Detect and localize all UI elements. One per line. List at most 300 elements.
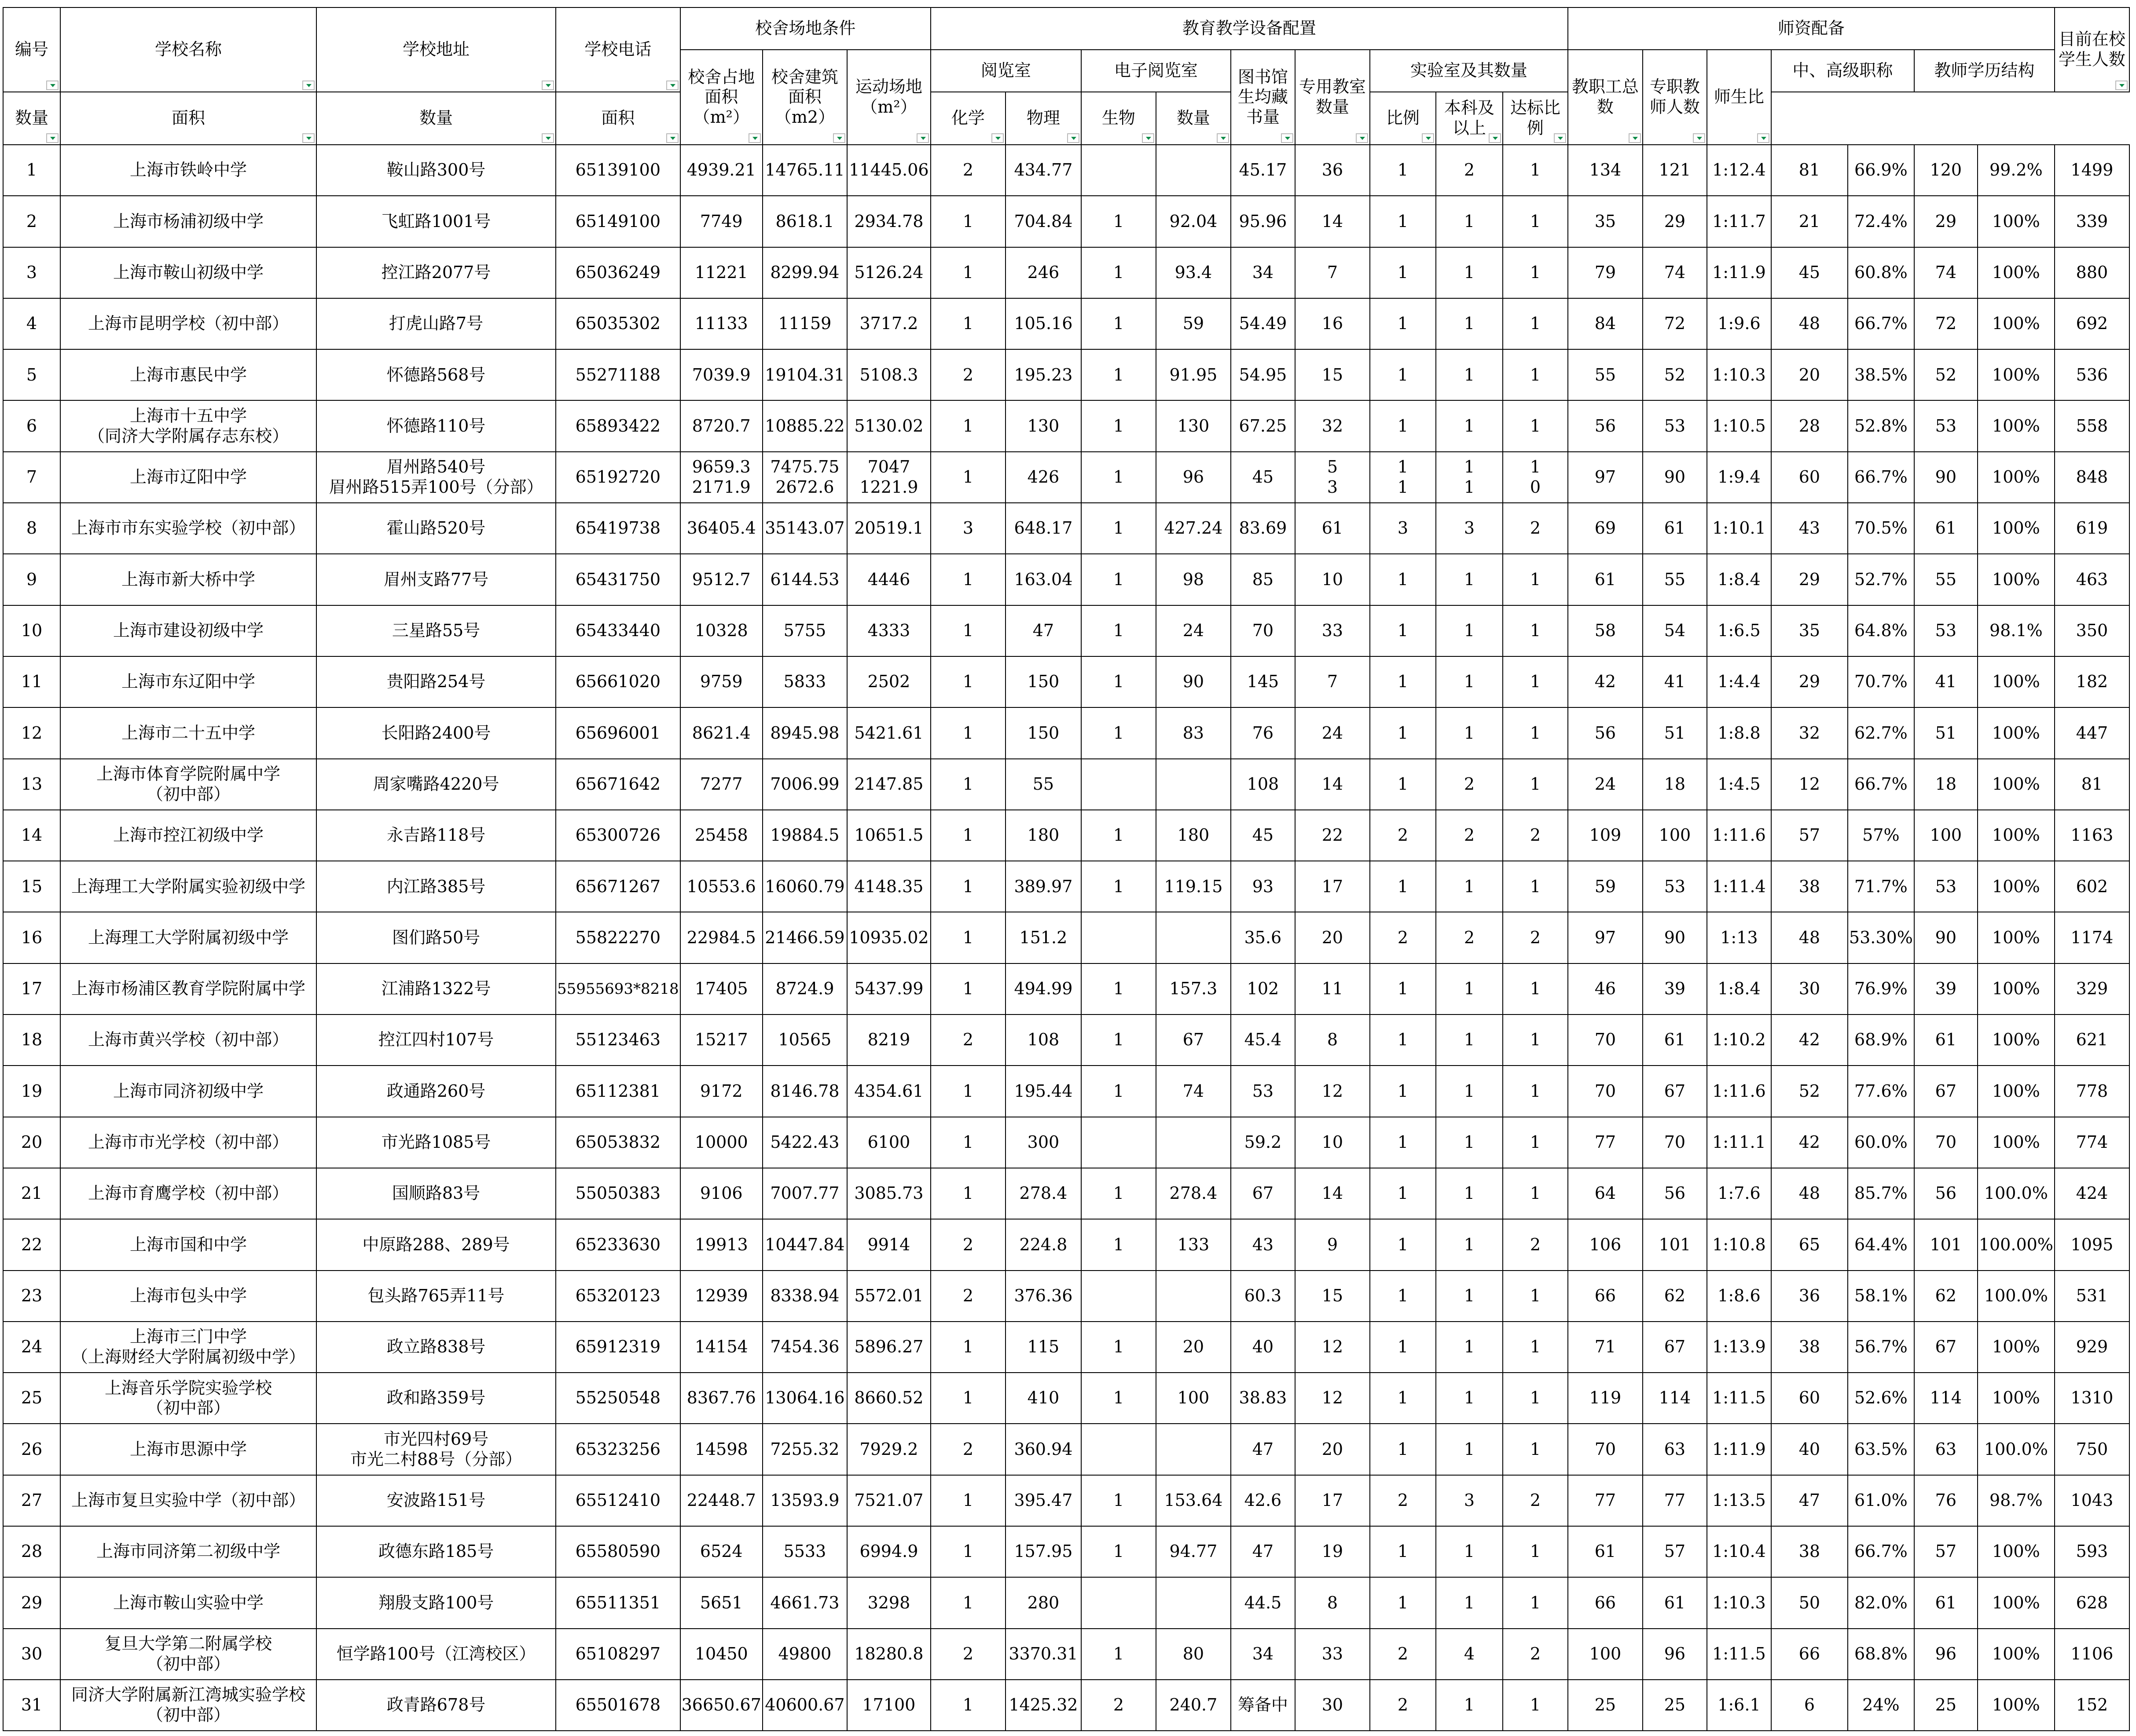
table-cell[interactable]: 100%: [1978, 759, 2055, 810]
table-cell[interactable]: 692: [2055, 298, 2129, 349]
table-cell[interactable]: 1: [931, 298, 1006, 349]
filter-dropdown-icon[interactable]: [2115, 81, 2128, 90]
table-cell[interactable]: 60.8%: [1848, 247, 1914, 298]
table-cell[interactable]: 40: [1771, 1424, 1848, 1475]
table-cell[interactable]: 121: [1643, 145, 1707, 196]
table-cell[interactable]: 65112381: [556, 1066, 680, 1117]
table-cell[interactable]: 59: [1156, 298, 1231, 349]
header-address[interactable]: 学校地址: [316, 7, 556, 92]
table-cell[interactable]: 1: [1436, 1219, 1503, 1270]
table-cell[interactable]: 2: [931, 1424, 1006, 1475]
table-cell[interactable]: 1: [931, 605, 1006, 656]
table-cell[interactable]: 1: [931, 707, 1006, 758]
table-cell[interactable]: 38: [1771, 1322, 1848, 1373]
table-cell[interactable]: 1:10.3: [1707, 349, 1771, 400]
table-cell[interactable]: 上海市东辽阳中学: [60, 656, 316, 707]
table-cell[interactable]: 130: [1156, 400, 1231, 451]
table-cell[interactable]: 19104.31: [763, 349, 847, 400]
table-cell[interactable]: 7749: [680, 196, 763, 247]
table-cell[interactable]: 108: [1006, 1014, 1081, 1066]
table-cell[interactable]: 1: [1503, 759, 1568, 810]
table-cell[interactable]: 100: [1914, 810, 1978, 861]
table-cell[interactable]: 61: [1295, 503, 1370, 554]
table-cell[interactable]: 1:7.6: [1707, 1168, 1771, 1219]
table-cell[interactable]: 67: [1914, 1322, 1978, 1373]
table-cell[interactable]: 1: [931, 247, 1006, 298]
table-cell[interactable]: 100%: [1978, 298, 2055, 349]
table-cell[interactable]: 55955693*8218: [556, 963, 680, 1014]
table-cell[interactable]: 97: [1568, 912, 1643, 963]
table-cell[interactable]: 55822270: [556, 912, 680, 963]
table-cell[interactable]: 1: [1503, 554, 1568, 605]
table-cell[interactable]: 10885.22: [763, 400, 847, 451]
table-cell[interactable]: 60: [1771, 1373, 1848, 1424]
table-cell[interactable]: [1081, 1117, 1156, 1168]
table-cell[interactable]: 67: [1231, 1168, 1295, 1219]
table-cell[interactable]: 619: [2055, 503, 2129, 554]
table-cell[interactable]: 67: [1914, 1066, 1978, 1117]
table-cell[interactable]: 1: [1503, 1322, 1568, 1373]
table-cell[interactable]: 65912319: [556, 1322, 680, 1373]
table-cell[interactable]: 上海市建设初级中学: [60, 605, 316, 656]
table-cell[interactable]: 90: [1643, 452, 1707, 503]
table-cell[interactable]: 42: [1568, 656, 1643, 707]
table-cell[interactable]: 56: [1643, 1168, 1707, 1219]
table-cell[interactable]: 55123463: [556, 1014, 680, 1066]
table-cell[interactable]: 56: [1568, 400, 1643, 451]
table-cell[interactable]: 1: [1503, 349, 1568, 400]
table-cell[interactable]: 鞍山路300号: [316, 145, 556, 196]
table-cell[interactable]: 53: [1643, 861, 1707, 912]
table-cell[interactable]: 1: [931, 400, 1006, 451]
table-cell[interactable]: 65580590: [556, 1526, 680, 1577]
table-cell[interactable]: 648.17: [1006, 503, 1081, 554]
table-cell[interactable]: 63: [1643, 1424, 1707, 1475]
table-cell[interactable]: 17405: [680, 963, 763, 1014]
table-cell[interactable]: 57%: [1848, 810, 1914, 861]
table-cell[interactable]: 77: [1568, 1475, 1643, 1526]
table-cell[interactable]: 1: [1370, 196, 1436, 247]
table-cell[interactable]: 1: [1436, 1680, 1503, 1731]
table-cell[interactable]: 5572.01: [847, 1271, 931, 1322]
table-cell[interactable]: 5437.99: [847, 963, 931, 1014]
table-cell[interactable]: 7039.9: [680, 349, 763, 400]
table-cell[interactable]: 1: [1370, 247, 1436, 298]
table-cell[interactable]: 3298: [847, 1577, 931, 1628]
table-cell[interactable]: 27: [3, 1475, 60, 1526]
table-cell[interactable]: 1:9.6: [1707, 298, 1771, 349]
table-cell[interactable]: 62: [1914, 1271, 1978, 1322]
table-cell[interactable]: 40600.67: [763, 1680, 847, 1731]
table-cell[interactable]: 48: [1771, 298, 1848, 349]
table-cell[interactable]: 1:13.9: [1707, 1322, 1771, 1373]
table-cell[interactable]: 119.15: [1156, 861, 1231, 912]
table-cell[interactable]: 114: [1914, 1373, 1978, 1424]
table-cell[interactable]: 2: [1503, 1629, 1568, 1680]
table-cell[interactable]: 2: [1503, 503, 1568, 554]
table-cell[interactable]: 64: [1568, 1168, 1643, 1219]
table-cell[interactable]: 1: [1370, 963, 1436, 1014]
table-cell[interactable]: 100.0%: [1978, 1168, 2055, 1219]
header-biology[interactable]: 生物: [1081, 92, 1156, 145]
filter-dropdown-icon[interactable]: [666, 133, 679, 143]
table-cell[interactable]: 79: [1568, 247, 1643, 298]
table-cell[interactable]: 85.7%: [1848, 1168, 1914, 1219]
header-ratio[interactable]: 师生比: [1707, 50, 1771, 145]
table-cell[interactable]: 7521.07: [847, 1475, 931, 1526]
table-cell[interactable]: 11159: [763, 298, 847, 349]
table-cell[interactable]: 70: [1643, 1117, 1707, 1168]
table-cell[interactable]: 90: [1914, 452, 1978, 503]
table-cell[interactable]: 62: [1643, 1271, 1707, 1322]
table-cell[interactable]: 55: [1006, 759, 1081, 810]
table-cell[interactable]: 38: [1771, 1526, 1848, 1577]
table-cell[interactable]: 447: [2055, 707, 2129, 758]
table-cell[interactable]: 109: [1568, 810, 1643, 861]
table-cell[interactable]: 10328: [680, 605, 763, 656]
table-cell[interactable]: 98.1%: [1978, 605, 2055, 656]
table-cell[interactable]: 上海市市东实验学校（初中部）: [60, 503, 316, 554]
table-cell[interactable]: 628: [2055, 1577, 2129, 1628]
table-cell[interactable]: 20: [1156, 1322, 1231, 1373]
table-cell[interactable]: 19: [1295, 1526, 1370, 1577]
table-cell[interactable]: 8299.94: [763, 247, 847, 298]
table-cell[interactable]: 83.69: [1231, 503, 1295, 554]
table-cell[interactable]: 1: [931, 1577, 1006, 1628]
table-cell[interactable]: 23: [3, 1271, 60, 1322]
filter-dropdown-icon[interactable]: [1554, 133, 1566, 143]
table-cell[interactable]: 848: [2055, 452, 2129, 503]
table-cell[interactable]: 10553.6: [680, 861, 763, 912]
table-cell[interactable]: 1:11.7: [1707, 196, 1771, 247]
table-cell[interactable]: 150: [1006, 656, 1081, 707]
table-cell[interactable]: 9172: [680, 1066, 763, 1117]
table-cell[interactable]: 1: [1081, 963, 1156, 1014]
filter-dropdown-icon[interactable]: [1142, 133, 1154, 143]
table-cell[interactable]: 36405.4: [680, 503, 763, 554]
table-cell[interactable]: 1: [1081, 1168, 1156, 1219]
table-cell[interactable]: 10: [1295, 1117, 1370, 1168]
table-cell[interactable]: 29: [1771, 656, 1848, 707]
table-cell[interactable]: 10447.84: [763, 1219, 847, 1270]
table-cell[interactable]: 100%: [1978, 912, 2055, 963]
table-cell[interactable]: 1: [1436, 349, 1503, 400]
table-cell[interactable]: 3: [3, 247, 60, 298]
table-cell[interactable]: 怀德路568号: [316, 349, 556, 400]
table-cell[interactable]: 40: [1231, 1322, 1295, 1373]
table-cell[interactable]: 42.6: [1231, 1475, 1295, 1526]
table-cell[interactable]: 筹备中: [1231, 1680, 1295, 1731]
table-cell[interactable]: 65419738: [556, 503, 680, 554]
table-cell[interactable]: 1: [1081, 298, 1156, 349]
table-cell[interactable]: 99.2%: [1978, 145, 2055, 196]
table-cell[interactable]: 8367.76: [680, 1373, 763, 1424]
table-cell[interactable]: 15: [1295, 1271, 1370, 1322]
table-cell[interactable]: 14598: [680, 1424, 763, 1475]
table-cell[interactable]: 4354.61: [847, 1066, 931, 1117]
table-cell[interactable]: 29: [1914, 196, 1978, 247]
table-cell[interactable]: 上海音乐学院实验学校 （初中部）: [60, 1373, 316, 1424]
header-senior-pct[interactable]: 比例: [1370, 92, 1436, 145]
table-cell[interactable]: 65671642: [556, 759, 680, 810]
table-cell[interactable]: 眉州路540号 眉州路515弄100号（分部）: [316, 452, 556, 503]
table-cell[interactable]: 92.04: [1156, 196, 1231, 247]
table-cell[interactable]: 61: [1643, 1577, 1707, 1628]
table-cell[interactable]: 7047 1221.9: [847, 452, 931, 503]
table-cell[interactable]: 93: [1231, 861, 1295, 912]
table-cell[interactable]: 66: [1568, 1271, 1643, 1322]
table-cell[interactable]: 霍山路520号: [316, 503, 556, 554]
table-cell[interactable]: 1:11.4: [1707, 861, 1771, 912]
table-cell[interactable]: 130: [1006, 400, 1081, 451]
table-cell[interactable]: 47: [1231, 1526, 1295, 1577]
table-cell[interactable]: 35143.07: [763, 503, 847, 554]
table-cell[interactable]: 1: [1436, 1271, 1503, 1322]
table-cell[interactable]: 100: [1568, 1629, 1643, 1680]
table-cell[interactable]: 100.00%: [1978, 1219, 2055, 1270]
table-cell[interactable]: 7277: [680, 759, 763, 810]
table-cell[interactable]: 67: [1643, 1066, 1707, 1117]
table-cell[interactable]: 1: [1081, 656, 1156, 707]
table-cell[interactable]: 77.6%: [1848, 1066, 1914, 1117]
filter-dropdown-icon[interactable]: [1489, 133, 1501, 143]
table-cell[interactable]: 1: [1503, 1526, 1568, 1577]
table-cell[interactable]: 2: [1503, 810, 1568, 861]
table-cell[interactable]: 1: [931, 656, 1006, 707]
table-cell[interactable]: 81: [2055, 759, 2129, 810]
filter-dropdown-icon[interactable]: [749, 133, 761, 143]
table-cell[interactable]: 20: [1771, 349, 1848, 400]
table-cell[interactable]: 飞虹路1001号: [316, 196, 556, 247]
table-cell[interactable]: 1: [1081, 196, 1156, 247]
table-cell[interactable]: 50: [1771, 1577, 1848, 1628]
table-cell[interactable]: 10000: [680, 1117, 763, 1168]
table-cell[interactable]: 19: [3, 1066, 60, 1117]
table-cell[interactable]: 329: [2055, 963, 2129, 1014]
table-cell[interactable]: 115: [1006, 1322, 1081, 1373]
table-cell[interactable]: 1: [1503, 298, 1568, 349]
table-cell[interactable]: 67: [1643, 1322, 1707, 1373]
table-cell[interactable]: 8724.9: [763, 963, 847, 1014]
table-cell[interactable]: 65: [1771, 1219, 1848, 1270]
table-cell[interactable]: 778: [2055, 1066, 2129, 1117]
table-cell[interactable]: 5755: [763, 605, 847, 656]
table-cell[interactable]: 1: [931, 1168, 1006, 1219]
table-cell[interactable]: 100%: [1978, 1066, 2055, 1117]
table-cell[interactable]: 100%: [1978, 503, 2055, 554]
table-cell[interactable]: 1:10.3: [1707, 1577, 1771, 1628]
table-cell[interactable]: 100%: [1978, 1526, 2055, 1577]
table-cell[interactable]: 1: [1436, 1526, 1503, 1577]
table-cell[interactable]: 339: [2055, 196, 2129, 247]
table-cell[interactable]: 53: [1643, 400, 1707, 451]
table-cell[interactable]: 2147.85: [847, 759, 931, 810]
table-cell[interactable]: 494.99: [1006, 963, 1081, 1014]
table-cell[interactable]: 45: [1231, 452, 1295, 503]
table-cell[interactable]: 7007.77: [763, 1168, 847, 1219]
table-cell[interactable]: 5833: [763, 656, 847, 707]
table-cell[interactable]: 74: [1643, 247, 1707, 298]
filter-dropdown-icon[interactable]: [1281, 133, 1293, 143]
table-cell[interactable]: 17: [1295, 1475, 1370, 1526]
table-cell[interactable]: 市光四村69号 市光二村88号（分部）: [316, 1424, 556, 1475]
filter-dropdown-icon[interactable]: [991, 133, 1004, 143]
table-cell[interactable]: 政德东路185号: [316, 1526, 556, 1577]
header-senior-qty[interactable]: 数量: [1156, 92, 1231, 145]
table-cell[interactable]: 1: [931, 1680, 1006, 1731]
table-cell[interactable]: 4: [1436, 1629, 1503, 1680]
table-cell[interactable]: 463: [2055, 554, 2129, 605]
table-cell[interactable]: [1081, 759, 1156, 810]
table-cell[interactable]: 71: [1568, 1322, 1643, 1373]
table-cell[interactable]: 77: [1568, 1117, 1643, 1168]
table-cell[interactable]: 22: [1295, 810, 1370, 861]
table-cell[interactable]: 1: [1081, 1475, 1156, 1526]
table-cell[interactable]: 10565: [763, 1014, 847, 1066]
table-cell[interactable]: 224.8: [1006, 1219, 1081, 1270]
table-cell[interactable]: 90: [1914, 912, 1978, 963]
table-cell[interactable]: 100.0%: [1978, 1424, 2055, 1475]
table-cell[interactable]: 35: [1568, 196, 1643, 247]
table-cell[interactable]: 17: [1295, 861, 1370, 912]
table-cell[interactable]: 34: [1231, 247, 1295, 298]
table-cell[interactable]: 58: [1568, 605, 1643, 656]
table-cell[interactable]: 376.36: [1006, 1271, 1081, 1322]
table-cell[interactable]: 100%: [1978, 1629, 2055, 1680]
table-cell[interactable]: 1095: [2055, 1219, 2129, 1270]
table-cell[interactable]: 427.24: [1156, 503, 1231, 554]
header-physics[interactable]: 物理: [1006, 92, 1081, 145]
table-cell[interactable]: 1: [1503, 656, 1568, 707]
table-cell[interactable]: 永吉路118号: [316, 810, 556, 861]
table-cell[interactable]: 1: [1081, 503, 1156, 554]
table-cell[interactable]: 12: [1295, 1322, 1370, 1373]
table-cell[interactable]: 1: [1370, 1322, 1436, 1373]
table-cell[interactable]: 65893422: [556, 400, 680, 451]
table-cell[interactable]: 536: [2055, 349, 2129, 400]
table-cell[interactable]: 24: [1156, 605, 1231, 656]
table-cell[interactable]: 25458: [680, 810, 763, 861]
table-cell[interactable]: 1: [1436, 1322, 1503, 1373]
table-cell[interactable]: 70.7%: [1848, 656, 1914, 707]
table-cell[interactable]: 7454.36: [763, 1322, 847, 1373]
table-cell[interactable]: 61.0%: [1848, 1475, 1914, 1526]
table-cell[interactable]: 1:13.5: [1707, 1475, 1771, 1526]
filter-dropdown-icon[interactable]: [542, 81, 554, 90]
table-cell[interactable]: 7: [3, 452, 60, 503]
table-cell[interactable]: [1156, 1424, 1231, 1475]
table-cell[interactable]: 61: [1568, 1526, 1643, 1577]
table-cell[interactable]: 1: [1081, 1219, 1156, 1270]
table-cell[interactable]: 13064.16: [763, 1373, 847, 1424]
table-cell[interactable]: 33: [1295, 1629, 1370, 1680]
table-cell[interactable]: 16060.79: [763, 861, 847, 912]
table-cell[interactable]: 100%: [1978, 196, 2055, 247]
table-cell[interactable]: 上海市同济初级中学: [60, 1066, 316, 1117]
table-cell[interactable]: 100%: [1978, 810, 2055, 861]
table-cell[interactable]: 72: [1643, 298, 1707, 349]
table-cell[interactable]: 1499: [2055, 145, 2129, 196]
table-cell[interactable]: 1: [1503, 861, 1568, 912]
table-cell[interactable]: 市光路1085号: [316, 1117, 556, 1168]
table-cell[interactable]: 6524: [680, 1526, 763, 1577]
filter-dropdown-icon[interactable]: [46, 133, 59, 143]
table-cell[interactable]: 1: [1081, 1066, 1156, 1117]
table-cell[interactable]: 62.7%: [1848, 707, 1914, 758]
table-cell[interactable]: 12939: [680, 1271, 763, 1322]
table-cell[interactable]: 1: [1370, 554, 1436, 605]
table-cell[interactable]: 10450: [680, 1629, 763, 1680]
table-cell[interactable]: 1: [931, 196, 1006, 247]
table-cell[interactable]: 5 3: [1295, 452, 1370, 503]
filter-dropdown-icon[interactable]: [1757, 133, 1769, 143]
table-cell[interactable]: 内江路385号: [316, 861, 556, 912]
table-cell[interactable]: 82.0%: [1848, 1577, 1914, 1628]
table-cell[interactable]: 1: [1503, 1014, 1568, 1066]
table-cell[interactable]: 1: [931, 1066, 1006, 1117]
table-cell[interactable]: 65323256: [556, 1424, 680, 1475]
filter-dropdown-icon[interactable]: [1422, 133, 1434, 143]
table-cell[interactable]: 152: [2055, 1680, 2129, 1731]
table-cell[interactable]: 1: [931, 759, 1006, 810]
table-cell[interactable]: 106: [1568, 1219, 1643, 1270]
table-cell[interactable]: 1: [1370, 1066, 1436, 1117]
table-cell[interactable]: 94.77: [1156, 1526, 1231, 1577]
table-cell[interactable]: 2: [1436, 912, 1503, 963]
table-cell[interactable]: 32: [1295, 400, 1370, 451]
table-cell[interactable]: 怀德路110号: [316, 400, 556, 451]
table-cell[interactable]: 1: [1503, 1168, 1568, 1219]
table-cell[interactable]: 1:8.4: [1707, 554, 1771, 605]
table-cell[interactable]: 95.96: [1231, 196, 1295, 247]
header-special-rooms[interactable]: 专用教室数量: [1295, 50, 1370, 145]
table-cell[interactable]: 3085.73: [847, 1168, 931, 1219]
table-cell[interactable]: 1: [1436, 861, 1503, 912]
table-cell[interactable]: 1:4.4: [1707, 656, 1771, 707]
table-cell[interactable]: 上海市体育学院附属中学 （初中部）: [60, 759, 316, 810]
table-cell[interactable]: 100%: [1978, 452, 2055, 503]
table-cell[interactable]: 53: [1231, 1066, 1295, 1117]
filter-dropdown-icon[interactable]: [302, 133, 315, 143]
table-cell[interactable]: 58.1%: [1848, 1271, 1914, 1322]
table-cell[interactable]: 1:11.9: [1707, 247, 1771, 298]
table-cell[interactable]: 34: [1231, 1629, 1295, 1680]
table-cell[interactable]: 133: [1156, 1219, 1231, 1270]
table-cell[interactable]: [1081, 1424, 1156, 1475]
table-cell[interactable]: 1: [931, 554, 1006, 605]
table-cell[interactable]: 29: [1643, 196, 1707, 247]
table-cell[interactable]: 54.49: [1231, 298, 1295, 349]
table-cell[interactable]: 1: [1081, 1373, 1156, 1424]
table-cell[interactable]: 2: [931, 1271, 1006, 1322]
table-cell[interactable]: 8618.1: [763, 196, 847, 247]
table-cell[interactable]: 2: [1370, 1475, 1436, 1526]
table-cell[interactable]: 上海市黄兴学校（初中部）: [60, 1014, 316, 1066]
filter-dropdown-icon[interactable]: [1356, 133, 1368, 143]
table-cell[interactable]: 1: [1081, 349, 1156, 400]
table-cell[interactable]: 1: [931, 1475, 1006, 1526]
table-cell[interactable]: 100%: [1978, 1322, 2055, 1373]
table-cell[interactable]: 1: [1370, 1117, 1436, 1168]
table-cell[interactable]: 51: [1914, 707, 1978, 758]
table-cell[interactable]: 44.5: [1231, 1577, 1295, 1628]
table-cell[interactable]: 36: [1771, 1271, 1848, 1322]
table-cell[interactable]: 70.5%: [1848, 503, 1914, 554]
table-cell[interactable]: 1:8.8: [1707, 707, 1771, 758]
table-cell[interactable]: 2: [1370, 1629, 1436, 1680]
table-cell[interactable]: 1: [1081, 707, 1156, 758]
table-cell[interactable]: 2: [1370, 1680, 1436, 1731]
